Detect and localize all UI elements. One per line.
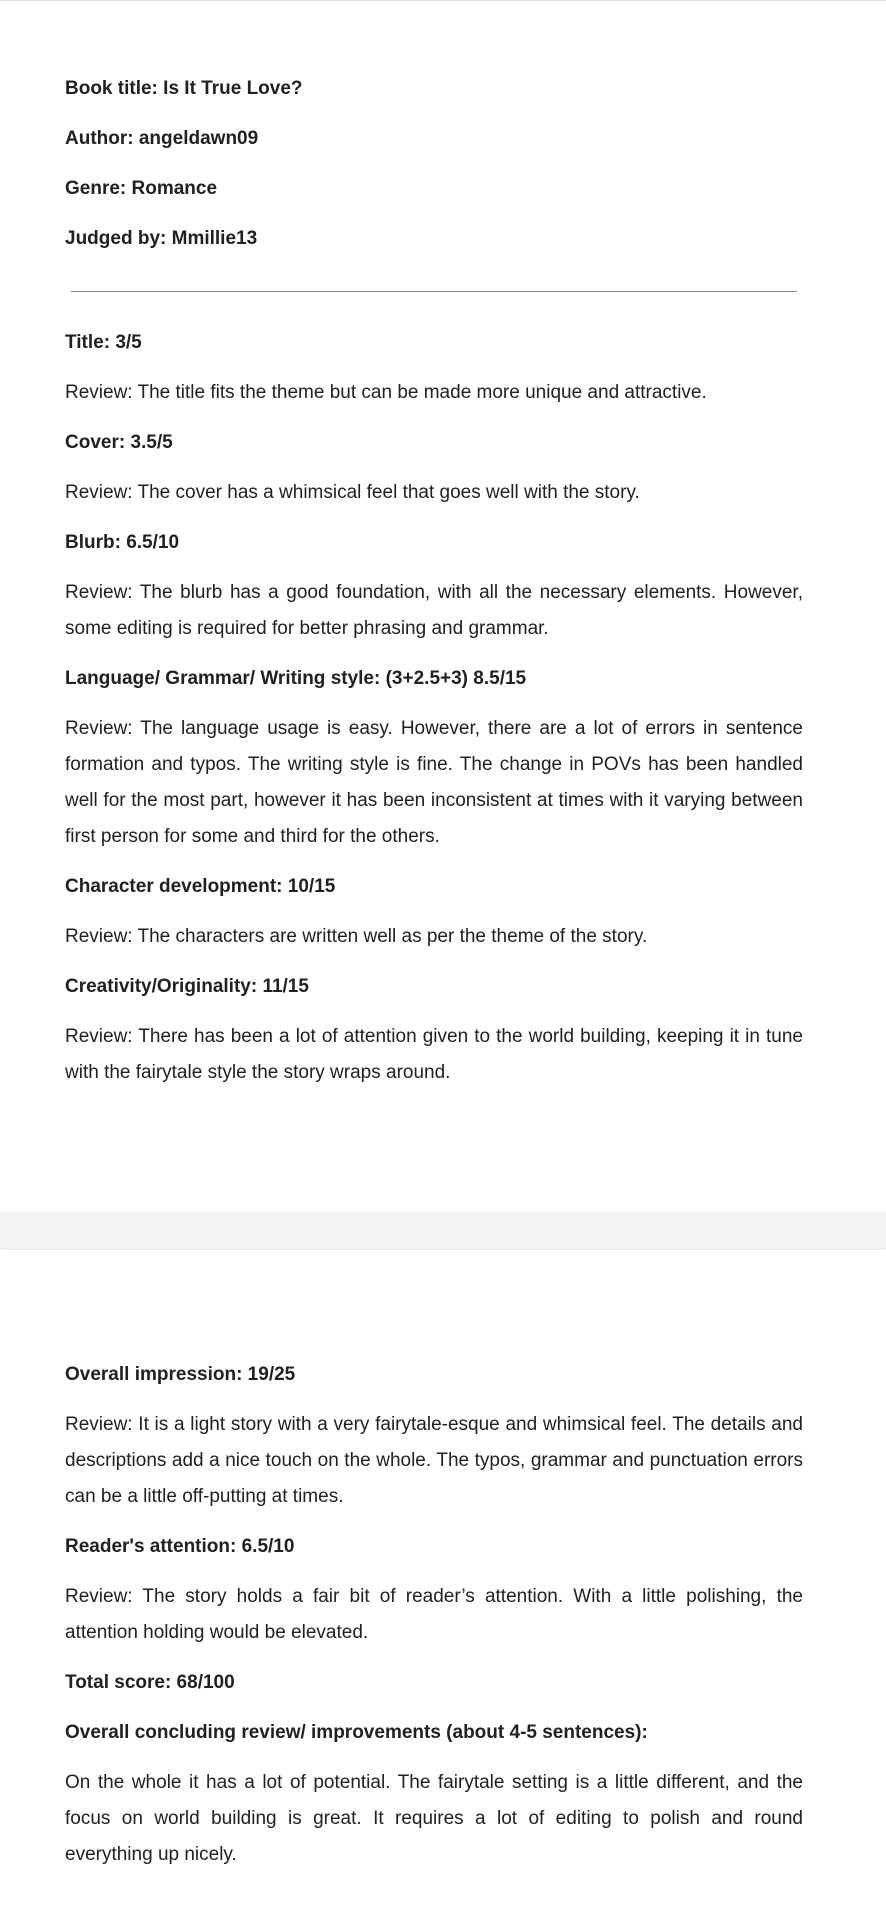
document-page-2 (0, 1250, 886, 1920)
conclusion-heading: Overall concluding review/ improvements (about 4-5 sentences): (65, 1722, 648, 1743)
book-title: Book title: Is It True Love? (65, 78, 303, 99)
conclusion-text: On the whole it has a lot of potential. The fairytale setting is a little different, and the focus on world building is great. It requires a lot of editing to polish and round everything up nicely. (65, 1772, 803, 1865)
blurb-score-heading: Blurb: 6.5/10 (65, 532, 180, 553)
cover-score-heading: Cover: 3.5/5 (65, 432, 173, 453)
title-score-heading: Title: 3/5 (65, 332, 142, 353)
character-review: Review: The characters are written well as per the theme of the story. (65, 926, 648, 947)
language-score-heading: Language/ Grammar/ Writing style: (3+2.5+3) 8.5/15 (65, 668, 527, 689)
page-1-content (65, 71, 803, 1105)
language-review: Review: The language usage is easy. However, there are a lot of errors in sentence formation and typos. The writing style is fine. The change in POVs has been handled well for the most part, however it has been inconsistent at times with it varying between first person for some and third for the others. (65, 718, 803, 847)
horizontal-divider (71, 291, 797, 292)
creativity-review: Review: There has been a lot of attention given to the world building, keeping it in tune with the fairytale style the story wraps around. (65, 1026, 803, 1083)
creativity-score-heading: Creativity/Originality: 11/15 (65, 976, 309, 997)
readers-attention-heading: Reader's attention: 6.5/10 (65, 1536, 295, 1557)
blurb-review: Review: The blurb has a good foundation, with all the necessary elements. However, some editing is required for better phrasing and grammar. (65, 582, 803, 639)
judged-by: Judged by: Mmillie13 (65, 228, 258, 249)
page-gap (0, 1212, 886, 1250)
title-review: Review: The title fits the theme but can be made more unique and attractive. (65, 382, 707, 403)
overall-impression-review: Review: It is a light story with a very fairytale-esque and whimsical feel. The details and descriptions add a nice touch on the whole. The typos, grammar and punctuation errors can be a little off-putting at times. (65, 1414, 803, 1507)
readers-attention-review: Review: The story holds a fair bit of reader’s attention. With a little polishing, the attention holding would be elevated. (65, 1586, 803, 1643)
overall-impression-heading: Overall impression: 19/25 (65, 1364, 296, 1385)
author: Author: angeldawn09 (65, 128, 259, 149)
genre: Genre: Romance (65, 178, 218, 199)
total-score: Total score: 68/100 (65, 1672, 235, 1693)
cover-review: Review: The cover has a whimsical feel that goes well with the story. (65, 482, 640, 503)
page-2-content (65, 1357, 803, 1887)
character-score-heading: Character development: 10/15 (65, 876, 336, 897)
